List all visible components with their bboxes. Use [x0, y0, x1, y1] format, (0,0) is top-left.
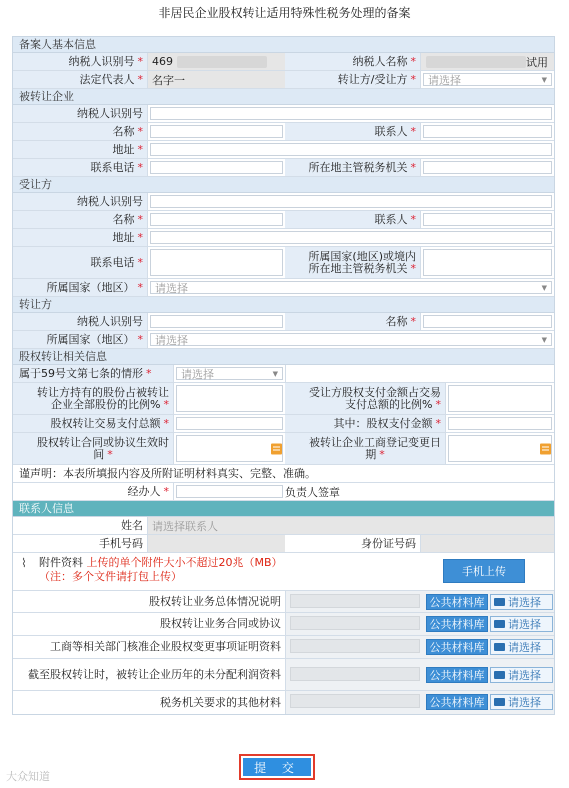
equity-payment-label: 其中：股权支付金额 — [333, 416, 433, 430]
section-equity: 股权转让相关信息 — [13, 349, 554, 365]
payment-ratio-label-2: 支付总额的比例% — [345, 397, 433, 411]
company-tax-authority-label: 所在地主管税务机关 — [308, 160, 408, 174]
row-legal-rep: 法定代表人 * 名字一 转让方/受让方 * 请选择 ▼ — [13, 71, 554, 89]
company-address-label: 地址 — [112, 142, 135, 156]
acquirer-address-input[interactable] — [150, 231, 552, 244]
attachment-label: 股权转让业务总体情况说明 — [13, 591, 285, 612]
attachment-row — [13, 613, 554, 636]
attachment-file-box — [290, 616, 420, 630]
held-ratio-input[interactable] — [176, 385, 283, 412]
case-label: 属于59号文第七条的情形 — [19, 366, 143, 380]
attachment-row — [13, 691, 554, 714]
taxpayer-name-value: 试用 — [420, 53, 554, 70]
choose-file-button[interactable]: 请选择 — [490, 594, 553, 610]
acquirer-contact-input[interactable] — [423, 213, 552, 226]
signature-label: 负责人签章 — [285, 483, 554, 500]
acquirer-taxpayer-id-input[interactable] — [150, 195, 552, 208]
choose-file-button[interactable]: 请选择 — [490, 616, 553, 632]
contact-id-label: 身份证号码 — [285, 535, 420, 552]
chevron-down-icon: ▼ — [272, 369, 278, 378]
contact-name-label: 姓名 — [13, 517, 147, 534]
attachment-label: 工商等相关部门核准企业股权变更事项证明资料 — [13, 636, 285, 658]
acquirer-name-label: 名称 — [112, 212, 135, 226]
chevron-down-icon: ▼ — [541, 75, 547, 84]
transferor-taxpayer-id-input[interactable] — [150, 315, 283, 328]
payment-ratio-label-1: 受让方股权支付金额占交易 — [309, 385, 441, 399]
folder-icon — [494, 643, 505, 651]
folder-icon — [494, 620, 505, 628]
chevron-down-icon: ▼ — [541, 283, 547, 292]
attachment-label: 税务机关要求的其他材料 — [13, 691, 285, 714]
acquirer-contact-label: 联系人 — [374, 212, 408, 226]
payment-ratio-input[interactable] — [448, 385, 552, 412]
attachments-warning: 上传的单个附件大小不超过20兆（MB）（注：多个文件请打包上传） — [39, 556, 283, 583]
filing-form: 备案人基本信息 纳税人识别号 * 469 纳税人名称 * 试用 法定代表人 * 名字一 转让方/受让方 * 请选择 ▼ 被转让企业 纳税人识别号 名称 * 联系人 * 地址 * 联系电话 * 所在地主管税务机关 * 受让方 纳税人识别号 名称 * 联系人 * 地址 * 联系电话 * 所属国家(地区)或境内 所在地主管税务机关 * 所属国家（地区） * 请选择 ▼ 转让方 纳税人识别号 名称 * 所属国家（地区） * 请选择 ▼ 股权转让相关信息 属于59号文第七条的情形 * 请选择 ▼ 转让方持有的股份占被转让 企业全部股份的比例% * 受让方股权支付金额占交易 支付总额的比例% * 股权转让交易支付总额 * 其中：股权支付金额 * 股权转让合同或协议生效时 间 * 被转让企业工商登记变更日 期 * 谨声明：本表所填报内容及所附证明材料真实、完整、准确。 经办人 * 负责人签章 联系人信息 姓名 请选择联系人 手机号码 身份证号码 ⌇ 附件资料 上传的单个附件大小不超过20兆（MB）（注：多个文件请打包上传） 手机上传 股权转让业务总体情况说明 公共材料库 请选择 股权转让业务合同或协议 公共材料库 请选择 工商等相关部门核准企业股权变更事项证明资料 公共材料库 请选择 截至股权转让时，被转让企业历年的未分配利润资料 公共材料库 请选择 税务机关要求的其他材料 公共材料库 请选择 — [12, 36, 555, 715]
transferor-name-label: 名称 — [385, 314, 408, 328]
acquirer-country-select[interactable]: 请选择 ▼ — [150, 281, 552, 294]
contact-phone-label: 手机号码 — [13, 535, 147, 552]
choose-file-button[interactable]: 请选择 — [490, 694, 553, 710]
taxpayer-name-label: 纳税人名称 — [352, 54, 408, 68]
submit-button[interactable]: 提 交 — [243, 758, 311, 776]
contact-id-value — [420, 535, 554, 552]
reg-date-label-2: 期 — [365, 447, 377, 461]
company-phone-label: 联系电话 — [90, 160, 135, 174]
section-contact: 联系人信息 — [13, 501, 554, 517]
reg-date-label-1: 被转让企业工商登记变更日 — [309, 435, 441, 449]
choose-file-button[interactable]: 请选择 — [490, 667, 553, 683]
folder-icon — [494, 671, 505, 679]
transferor-taxpayer-id-label: 纳税人识别号 — [13, 313, 147, 330]
handler-input[interactable] — [176, 485, 283, 498]
row-taxpayer: 纳税人识别号 * 469 纳税人名称 * 试用 — [13, 53, 554, 71]
section-basic: 备案人基本信息 — [13, 37, 554, 53]
page-title: 非居民企业股权转让适用特殊性税务处理的备案 — [158, 6, 411, 20]
mobile-upload-button[interactable]: 手机上传 — [443, 559, 525, 583]
acquirer-taxpayer-id-label: 纳税人识别号 — [13, 193, 147, 210]
contract-date-label-2: 间 — [93, 447, 105, 461]
acquirer-country-authority-label-1: 所属国家(地区)或境内 — [308, 249, 416, 263]
company-taxpayer-id-label: 纳税人识别号 — [13, 105, 147, 122]
watermark: 大众知道 — [6, 770, 50, 783]
calendar-icon[interactable] — [271, 443, 282, 454]
attachment-file-box — [290, 639, 420, 653]
party-select[interactable]: 请选择 ▼ — [423, 73, 552, 86]
total-payment-label: 股权转让交易支付总额 — [50, 416, 161, 430]
legal-rep-label: 法定代表人 — [79, 72, 135, 86]
company-name-input[interactable] — [150, 125, 283, 138]
section-transferor: 转让方 — [13, 297, 554, 313]
handler-label: 经办人 — [127, 484, 161, 498]
company-contact-input[interactable] — [423, 125, 552, 138]
acquirer-phone-label: 联系电话 — [90, 255, 135, 269]
company-name-label: 名称 — [112, 124, 135, 138]
acquirer-address-label: 地址 — [112, 230, 135, 244]
attachment-row — [13, 591, 554, 613]
acquirer-country-authority-input[interactable] — [423, 249, 552, 276]
contact-name-select[interactable]: 请选择联系人 — [147, 517, 554, 534]
attachment-row — [13, 636, 554, 659]
acquirer-country-label: 所属国家（地区） — [46, 280, 135, 294]
company-tax-authority-input[interactable] — [423, 161, 552, 174]
calendar-icon[interactable] — [540, 443, 551, 454]
acquirer-country-authority-label-2: 所在地主管税务机关 — [308, 261, 408, 275]
company-address-input[interactable] — [150, 143, 552, 156]
public-library-button[interactable]: 公共材料库 — [426, 667, 488, 683]
section-company: 被转让企业 — [13, 89, 554, 105]
paperclip-icon: ⌇ — [21, 556, 27, 570]
legal-rep-value: 名字一 — [147, 71, 285, 88]
held-ratio-label-1: 转让方持有的股份占被转让 — [37, 385, 169, 399]
attachment-list — [13, 591, 554, 714]
attachment-label: 截至股权转让时，被转让企业历年的未分配利润资料 — [28, 667, 281, 681]
attachments-header — [13, 553, 554, 591]
case-select[interactable]: 请选择 ▼ — [176, 367, 283, 380]
acquirer-name-input[interactable] — [150, 213, 283, 226]
company-phone-input[interactable] — [150, 161, 283, 174]
choose-file-button[interactable]: 请选择 — [490, 639, 553, 655]
public-library-button[interactable]: 公共材料库 — [426, 594, 488, 610]
party-label: 转让方/受让方 — [337, 72, 408, 86]
reg-date-input[interactable] — [448, 435, 552, 462]
taxpayer-id-label: 纳税人识别号 — [68, 54, 135, 68]
company-contact-label: 联系人 — [374, 124, 408, 138]
attachment-row — [13, 659, 554, 691]
acquirer-phone-input[interactable] — [150, 249, 283, 276]
transferor-name-input[interactable] — [423, 315, 552, 328]
submit-highlight — [239, 754, 315, 780]
transferor-country-label: 所属国家（地区） — [46, 332, 135, 346]
section-acquirer: 受让方 — [13, 177, 554, 193]
company-taxpayer-id-input[interactable] — [150, 107, 552, 120]
equity-payment-input[interactable] — [448, 417, 552, 430]
attachments-title: 附件资料 — [39, 556, 83, 569]
held-ratio-label-2: 企业全部股份的比例% — [51, 397, 161, 411]
public-library-button[interactable]: 公共材料库 — [426, 694, 488, 710]
attachment-file-box — [290, 694, 420, 708]
public-library-button[interactable]: 公共材料库 — [426, 616, 488, 632]
taxpayer-id-value: 469 — [147, 53, 285, 70]
transferor-country-select[interactable]: 请选择 ▼ — [150, 333, 552, 346]
contact-phone-value — [147, 535, 285, 552]
contract-date-label-1: 股权转让合同或协议生效时 — [37, 435, 169, 449]
attachment-file-box — [290, 667, 420, 681]
folder-icon — [494, 698, 505, 706]
public-library-button[interactable]: 公共材料库 — [426, 639, 488, 655]
statement-text: 谨声明：本表所填报内容及所附证明材料真实、完整、准确。 — [13, 465, 554, 483]
attachment-label: 股权转让业务合同或协议 — [13, 613, 285, 635]
total-payment-input[interactable] — [176, 417, 283, 430]
folder-icon — [494, 598, 505, 606]
chevron-down-icon: ▼ — [541, 335, 547, 344]
attachment-file-box — [290, 594, 420, 608]
contract-date-input[interactable] — [176, 435, 283, 462]
